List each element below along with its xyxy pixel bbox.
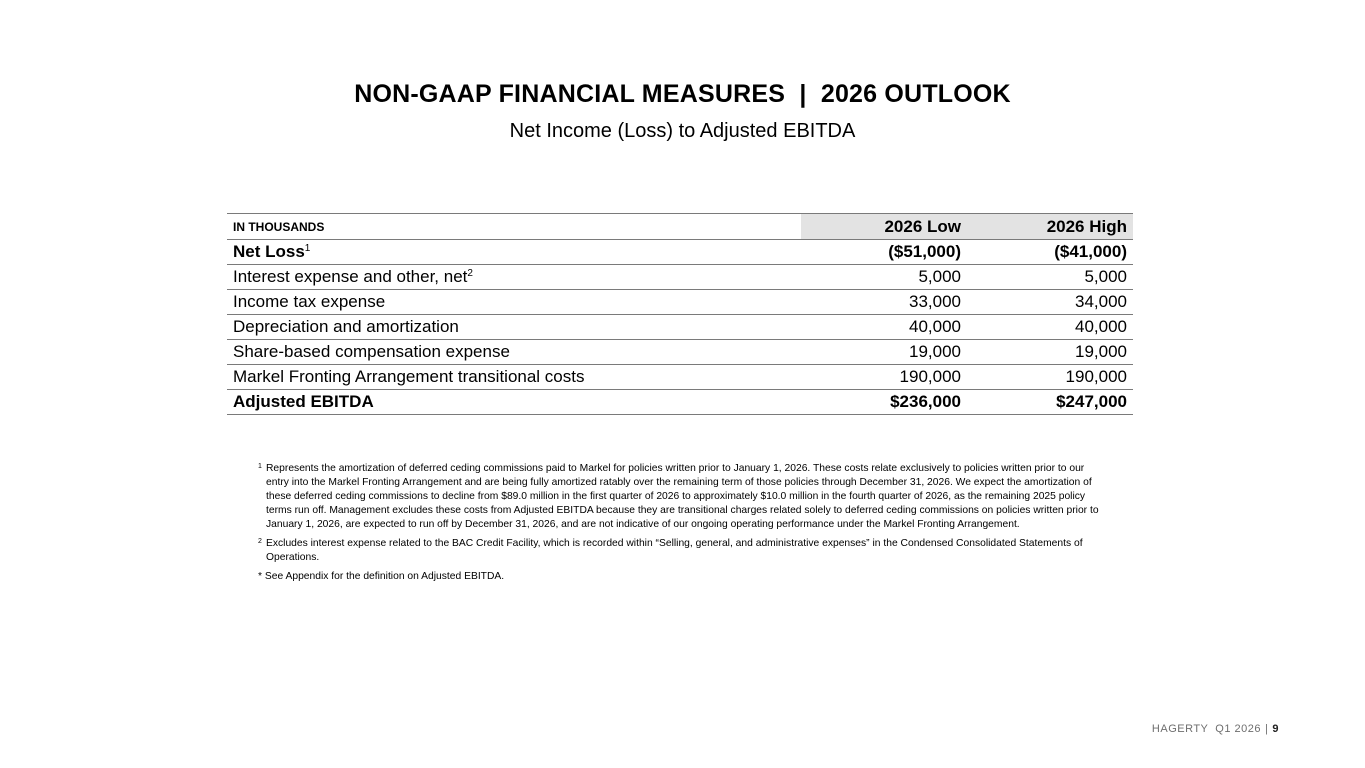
row-value-high: 190,000	[967, 365, 1133, 390]
page-subtitle: Net Income (Loss) to Adjusted EBITDA	[509, 120, 856, 142]
row-value-high: ($41,000)	[967, 240, 1133, 265]
page-title: NON-GAAP FINANCIAL MEASURES | 2026 OUTLOOK	[354, 80, 1011, 108]
table-row-markel-costs	[227, 365, 1133, 390]
column-header-low: 2026 Low	[801, 214, 967, 240]
column-header-high: 2026 High	[967, 214, 1133, 240]
table-row-interest-expense	[227, 265, 1133, 290]
table-row-net-loss	[227, 240, 1133, 265]
row-label	[227, 240, 801, 265]
table-row-depreciation	[227, 315, 1133, 340]
table-row-income-tax	[227, 290, 1133, 315]
table-row-share-based-comp	[227, 340, 1133, 365]
row-value-low: 40,000	[801, 315, 967, 340]
row-label	[227, 265, 801, 290]
footnote-ref: 1	[304, 243, 311, 254]
footnote-2	[258, 537, 1108, 565]
row-label-text: Interest expense and other, net	[233, 267, 468, 286]
row-label: Depreciation and amortization	[227, 315, 801, 340]
page-number: 9	[1272, 723, 1279, 735]
row-value-high: 40,000	[967, 315, 1133, 340]
column-header-label: IN THOUSANDS	[227, 214, 801, 240]
footnote-1-text: Represents the amortization of deferred ceding commissions paid to Markel for policies written prior to January 1, 2026. These costs relate exclusively to policies written prior to our entry into the Markel Fronting Arrangement and are being fully amortized ratably over the remaining term of those policies through December 31, 2026. We expect the amortization of these deferred ceding commissions to decline from $89.0 million in the first quarter of 2026 to approximately $10.0 million in the fourth quarter of 2026, as the remaining 2025 policy terms run off. Management excludes these costs from Adjusted EBITDA because they are transitional charges related solely to deferred ceding commissions on policies written prior to January 1, 2026, are expected to run off by December 31, 2026, and are not indicative of our ongoing operating performance under the Markel Fronting Arrangement.	[266, 463, 1099, 530]
row-value-low: $236,000	[801, 390, 967, 415]
footnote-1-mark: 1	[258, 463, 262, 470]
row-value-low: 5,000	[801, 265, 967, 290]
row-label-text: Net Loss	[233, 242, 305, 261]
table-header-row	[227, 214, 1133, 240]
footnote-ref: 2	[467, 268, 473, 279]
row-value-high: $247,000	[967, 390, 1133, 415]
row-value-low: 33,000	[801, 290, 967, 315]
row-value-low: 19,000	[801, 340, 967, 365]
row-value-low: ($51,000)	[801, 240, 967, 265]
footer-brand: HAGERTY Q1 2026	[1151, 723, 1262, 735]
row-value-high: 34,000	[967, 290, 1133, 315]
row-value-high: 5,000	[967, 265, 1133, 290]
footnote-2-mark: 2	[258, 538, 262, 545]
row-label: Share-based compensation expense	[227, 340, 801, 365]
footer-separator: |	[1265, 723, 1269, 735]
row-label: Adjusted EBITDA	[227, 390, 801, 415]
footnote-appendix-note: * See Appendix for the definition on Adjusted EBITDA.	[258, 571, 505, 582]
footnote-1	[258, 462, 1108, 532]
reconciliation-table	[227, 213, 1133, 415]
row-label: Markel Fronting Arrangement transitional costs	[227, 365, 801, 390]
row-label: Income tax expense	[227, 290, 801, 315]
page-footer	[1152, 723, 1279, 735]
row-value-low: 190,000	[801, 365, 967, 390]
footnotes	[258, 462, 1108, 584]
row-value-high: 19,000	[967, 340, 1133, 365]
footnote-2-text: Excludes interest expense related to the BAC Credit Facility, which is recorded within “Selling, general, and administrative expenses” in the Condensed Consolidated Statements of Operations.	[266, 538, 1083, 563]
table-row-adjusted-ebitda	[227, 390, 1133, 415]
